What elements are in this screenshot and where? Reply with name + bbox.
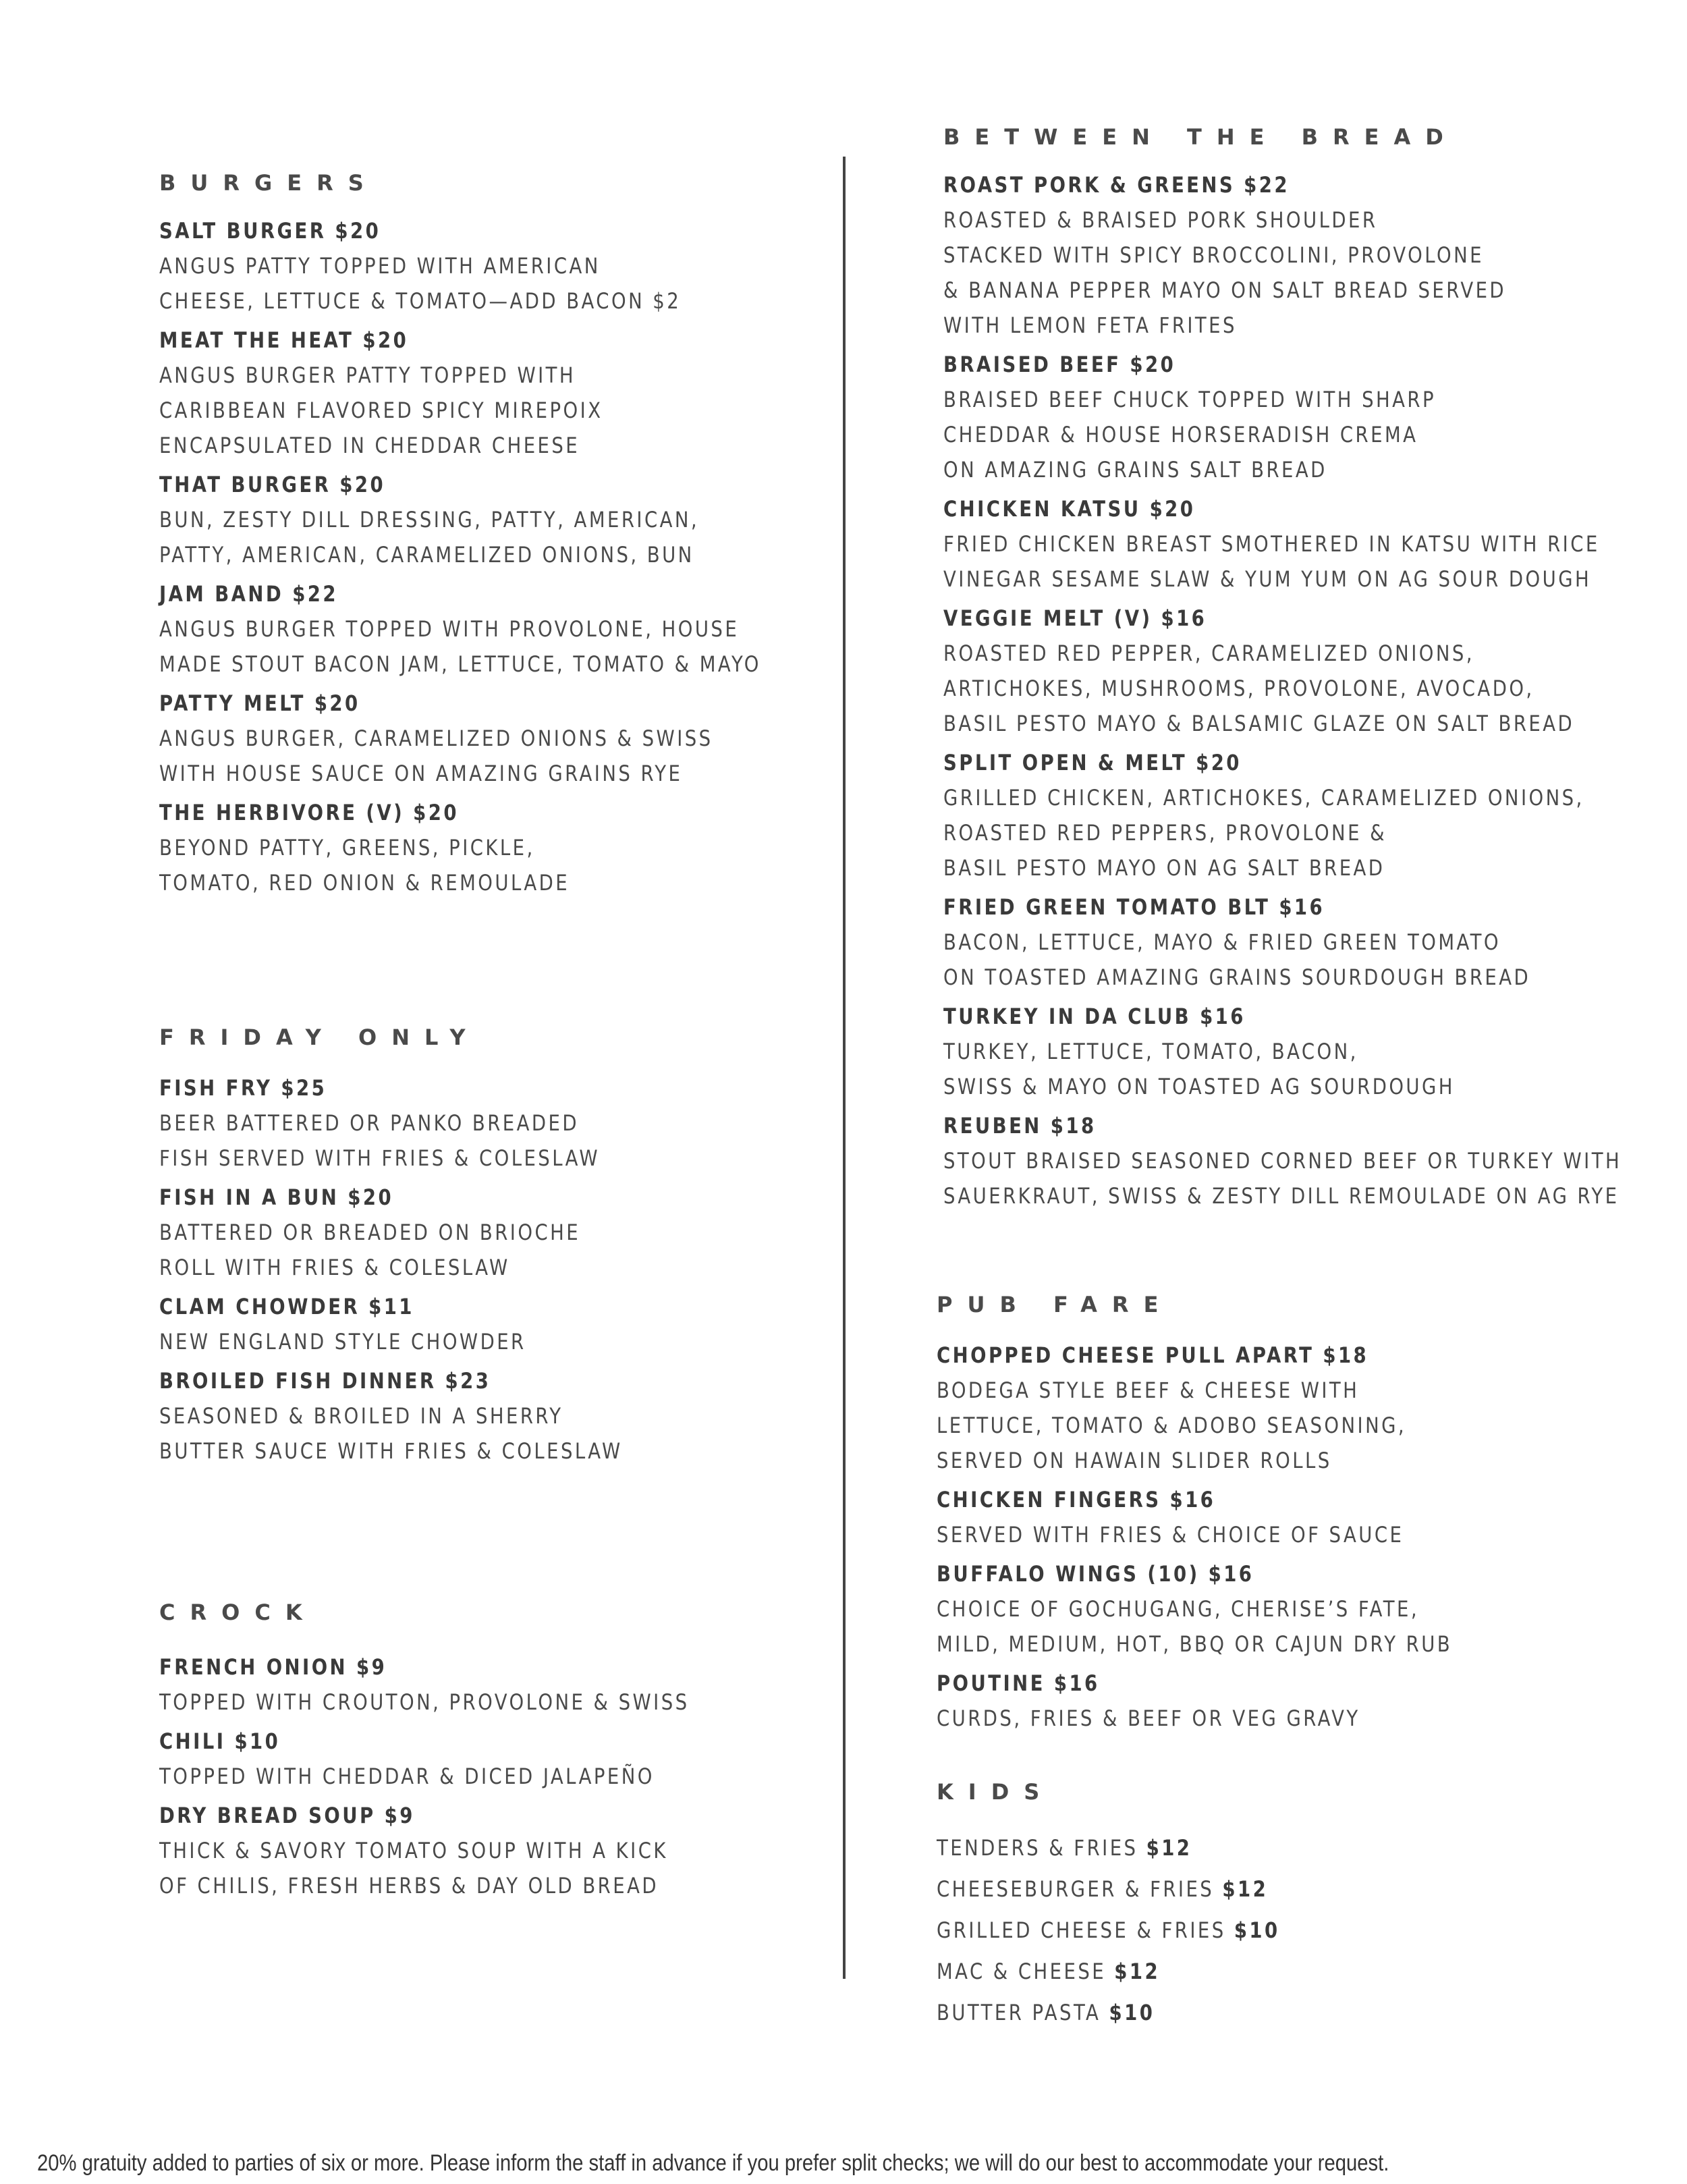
menu-item-name: FRIED GREEN TOMATO BLT $16 (943, 894, 1325, 920)
section-burgers (159, 170, 929, 904)
menu-item-name: POUTINE $16 (937, 1670, 1100, 1696)
menu-item-name: TURKEY IN DA CLUB $16 (943, 1004, 1246, 1029)
pub-list (937, 1338, 1687, 1736)
menu-item (159, 795, 929, 900)
menu-item-name: FISH IN A BUN $20 (159, 1184, 394, 1210)
kids-item-label: BUTTER PASTA (937, 2000, 1101, 2025)
menu-item-description: SERVED WITH FRIES & CHOICE OF SAUCE (937, 1522, 1404, 1548)
section-friday-only (159, 1025, 929, 1473)
kids-item-price: $10 (1109, 2000, 1155, 2025)
menu-item-name: THE HERBIVORE (V) $20 (159, 800, 459, 825)
menu-item-description: BODEGA STYLE BEEF & CHEESE WITH LETTUCE, TOMATO & ADOBO SEASONING, SERVED ON HAWAIN SLIDER ROLLS (937, 1377, 1407, 1473)
section-crock (159, 1600, 929, 1907)
menu-item-name: CLAM CHOWDER $11 (159, 1294, 414, 1319)
menu-item-description: NEW ENGLAND STYLE CHOWDER (159, 1329, 526, 1355)
menu-item-description: TOPPED WITH CHEDDAR & DICED JALAPEÑO (159, 1764, 655, 1789)
section-between-the-bread (943, 124, 1687, 1218)
menu-item-name: ROAST PORK & GREENS $22 (943, 172, 1290, 198)
menu-item-description: BACON, LETTUCE, MAYO & FRIED GREEN TOMATO ON TOASTED AMAZING GRAINS SOURDOUGH BREAD (943, 929, 1531, 990)
menu-item-name: CHICKEN FINGERS $16 (937, 1487, 1216, 1512)
menu-item-description: TOPPED WITH CROUTON, PROVOLONE & SWISS (159, 1689, 690, 1715)
menu-item (943, 491, 1687, 597)
menu-item (943, 601, 1687, 741)
menu-item (937, 1556, 1687, 1662)
kids-item-label: TENDERS & FRIES (937, 1835, 1138, 1861)
menu-item-name: SALT BURGER $20 (159, 218, 381, 244)
menu-item (943, 347, 1687, 487)
bread-list (943, 167, 1687, 1213)
kids-item (937, 1910, 1598, 1951)
menu-item (159, 686, 929, 791)
kids-list (937, 1828, 1687, 2033)
crock-list (159, 1649, 929, 1903)
menu-item (159, 576, 929, 682)
menu-item-description: BRAISED BEEF CHUCK TOPPED WITH SHARP CHEDDAR & HOUSE HORSERADISH CREMA ON AMAZING GRAINS SALT BREAD (943, 387, 1437, 483)
menu-item-description: ANGUS BURGER PATTY TOPPED WITH CARIBBEAN FLAVORED SPICY MIREPOIX ENCAPSULATED IN CHEDDAR CHEESE (159, 362, 603, 458)
menu-item (159, 1180, 929, 1285)
menu-item-description: TURKEY, LETTUCE, TOMATO, BACON, SWISS & MAYO ON TOASTED AG SOURDOUGH (943, 1039, 1455, 1099)
menu-item-description: GRILLED CHICKEN, ARTICHOKES, CARAMELIZED ONIONS, ROASTED RED PEPPERS, PROVOLONE & BASIL PESTO MAYO ON AG SALT BREAD (943, 785, 1584, 881)
menu-item-description: SEASONED & BROILED IN A SHERRY BUTTER SAUCE WITH FRIES & COLESLAW (159, 1403, 623, 1464)
menu-item-description: BEYOND PATTY, GREENS, PICKLE, TOMATO, RED ONION & REMOULADE (159, 835, 570, 896)
kids-item-price: $10 (1234, 1917, 1280, 1943)
section-pub-fare (937, 1292, 1687, 1740)
kids-item (937, 1992, 1598, 2033)
menu-item (159, 1724, 929, 1794)
menu-item (943, 1108, 1687, 1213)
kids-item-label: GRILLED CHEESE & FRIES (937, 1917, 1226, 1943)
gratuity-note: 20% gratuity added to parties of six or more. Please inform the staff in advance if you prefer split checks; we will do our best to accommodate your request. (37, 2150, 1389, 2176)
menu-item-name: BROILED FISH DINNER $23 (159, 1368, 491, 1394)
menu-item-description: STOUT BRAISED SEASONED CORNED BEEF OR TURKEY WITH SAUERKRAUT, SWISS & ZESTY DILL REMOULADE ON AG RYE (943, 1148, 1622, 1209)
menu-item (159, 1649, 929, 1720)
menu-item-name: DRY BREAD SOUP $9 (159, 1803, 415, 1828)
menu-item-description: CHOICE OF GOCHUGANG, CHERISE’S FATE, MILD, MEDIUM, HOT, BBQ OR CAJUN DRY RUB (937, 1596, 1453, 1657)
menu-item-name: CHICKEN KATSU $20 (943, 496, 1196, 522)
menu-item (159, 213, 929, 319)
menu-item (943, 999, 1687, 1104)
menu-item-name: CHILI $10 (159, 1728, 281, 1754)
menu-item-name: FRENCH ONION $9 (159, 1654, 387, 1680)
section-title: PUB FARE (937, 1292, 1173, 1317)
menu-item-name: VEGGIE MELT (V) $16 (943, 605, 1207, 631)
menu-item (159, 323, 929, 463)
menu-item-description: ANGUS BURGER TOPPED WITH PROVOLONE, HOUSE MADE STOUT BACON JAM, LETTUCE, TOMATO & MAYO (159, 616, 761, 677)
menu-item-name: CHOPPED CHEESE PULL APART $18 (937, 1342, 1369, 1368)
kids-item (937, 1869, 1598, 1910)
menu-item-name: FISH FRY $25 (159, 1075, 327, 1101)
menu-item (159, 1363, 929, 1469)
menu-item-description: FRIED CHICKEN BREAST SMOTHERED IN KATSU WITH RICE VINEGAR SESAME SLAW & YUM YUM ON AG SOUR DOUGH (943, 531, 1600, 592)
menu-item-description: BUN, ZESTY DILL DRESSING, PATTY, AMERICAN, PATTY, AMERICAN, CARAMELIZED ONIONS, BUN (159, 507, 700, 568)
menu-item-description: THICK & SAVORY TOMATO SOUP WITH A KICK OF CHILIS, FRESH HERBS & DAY OLD BREAD (159, 1838, 668, 1899)
menu-item (943, 167, 1687, 343)
menu-item-description: CURDS, FRIES & BEEF OR VEG GRAVY (937, 1705, 1360, 1731)
menu-item-name: BUFFALO WINGS (10) $16 (937, 1561, 1254, 1587)
menu-item-description: ROASTED & BRAISED PORK SHOULDER STACKED WITH SPICY BROCCOLINI, PROVOLONE & BANANA PEPPER MAYO ON SALT BREAD SERVED WITH LEMON FETA FRITES (943, 207, 1507, 338)
kids-item-price: $12 (1114, 1959, 1161, 1984)
kids-item (937, 1828, 1598, 1869)
section-title: BETWEEN THE BREAD (943, 124, 1458, 150)
kids-item-price: $12 (1146, 1835, 1192, 1861)
friday-list (159, 1070, 929, 1469)
menu-item-description: ANGUS BURGER, CARAMELIZED ONIONS & SWISS WITH HOUSE SAUCE ON AMAZING GRAINS RYE (159, 726, 713, 786)
menu-item (937, 1666, 1687, 1736)
menu-item (943, 890, 1687, 995)
menu-item-description: BATTERED OR BREADED ON BRIOCHE ROLL WITH FRIES & COLESLAW (159, 1220, 581, 1280)
menu-item-name: REUBEN $18 (943, 1113, 1097, 1139)
section-title: KIDS (937, 1779, 1055, 1805)
menu-item-name: THAT BURGER $20 (159, 472, 386, 497)
burgers-list (159, 213, 929, 900)
menu-item (159, 1289, 929, 1359)
menu-item-description: ROASTED RED PEPPER, CARAMELIZED ONIONS, ARTICHOKES, MUSHROOMS, PROVOLONE, AVOCADO, BASIL PESTO MAYO & BALSAMIC GLAZE ON SALT BREAD (943, 640, 1575, 736)
menu-item (159, 1070, 929, 1176)
menu-item-description: BEER BATTERED OR PANKO BREADED FISH SERVED WITH FRIES & COLESLAW (159, 1110, 601, 1171)
kids-item (937, 1951, 1598, 1992)
menu-item (937, 1482, 1687, 1552)
menu-item-name: SPLIT OPEN & MELT $20 (943, 750, 1242, 775)
menu-item (937, 1338, 1687, 1478)
menu-item (943, 745, 1687, 885)
menu-item-name: JAM BAND $22 (159, 581, 338, 607)
menu-item-name: BRAISED BEEF $20 (943, 352, 1176, 377)
menu-item (159, 467, 929, 572)
section-title: CROCK (159, 1600, 317, 1625)
menu-item (159, 1798, 929, 1903)
kids-item-label: CHEESEBURGER & FRIES (937, 1876, 1215, 1902)
section-title: BURGERS (159, 170, 379, 196)
section-title: FRIDAY ONLY (159, 1025, 480, 1050)
menu-item-name: MEAT THE HEAT $20 (159, 327, 409, 353)
section-kids (937, 1779, 1687, 2033)
kids-item-price: $12 (1222, 1876, 1269, 1902)
menu-item-name: PATTY MELT $20 (159, 690, 360, 716)
menu-item-description: ANGUS PATTY TOPPED WITH AMERICAN CHEESE, LETTUCE & TOMATO—ADD BACON $2 (159, 253, 682, 314)
kids-item-label: MAC & CHEESE (937, 1959, 1107, 1984)
